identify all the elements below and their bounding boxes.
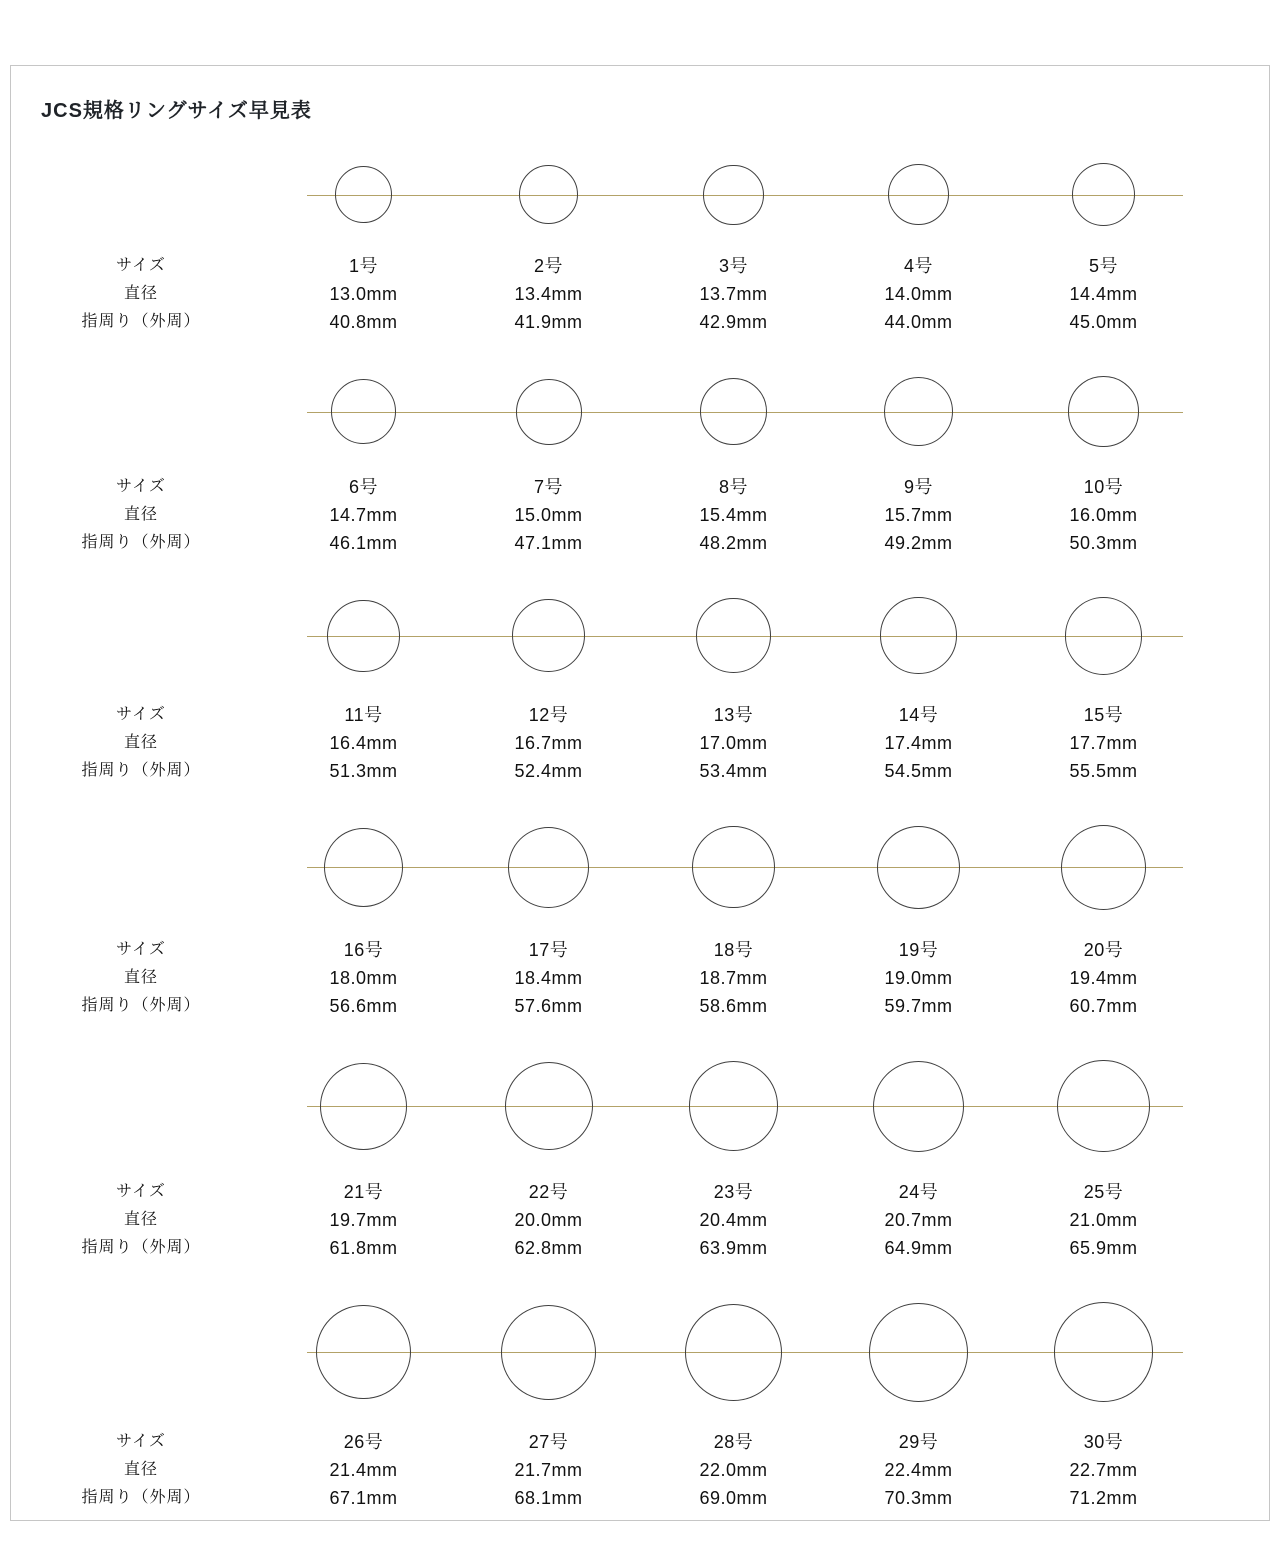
- label-row-diameter: [11, 501, 1269, 529]
- row-header-diameter: 直径: [123, 1461, 158, 1479]
- page-title: JCS規格リングサイズ早見表: [41, 100, 312, 122]
- ring-circle-cell: [456, 379, 641, 445]
- circumference-value: 44.0mm: [884, 312, 953, 333]
- diameter-value: 13.4mm: [514, 284, 583, 305]
- row-header-diameter: 直径: [123, 968, 158, 986]
- ring-circle-cell: [1011, 825, 1196, 910]
- circumference-value: 55.5mm: [1069, 760, 1138, 781]
- ring-circle: [888, 164, 950, 226]
- circumference-value: 47.1mm: [514, 532, 583, 553]
- circumference-value: 42.9mm: [699, 312, 768, 333]
- circumference-value: 56.6mm: [329, 995, 398, 1016]
- ring-circle-cell: [641, 1304, 826, 1401]
- label-row-circumference: [11, 757, 1269, 785]
- circle-strip: [11, 123, 1269, 252]
- size-value: 1号: [348, 256, 378, 277]
- diameter-value: 16.7mm: [514, 732, 583, 753]
- size-value: 17号: [528, 939, 569, 960]
- ring-circle: [1057, 1060, 1149, 1152]
- ring-circle-cell: [1011, 163, 1196, 226]
- row-header-size: サイズ: [116, 705, 166, 723]
- ring-circle-cell: [826, 597, 1011, 674]
- row-header-circumference: 指周り（外周）: [81, 1239, 201, 1257]
- ring-circle: [703, 165, 763, 225]
- ring-circle: [700, 378, 768, 446]
- row-header-circumference: 指周り（外周）: [81, 533, 201, 551]
- row-header-circumference: 指周り（外周）: [81, 761, 201, 779]
- ring-circle-cell: [456, 599, 641, 672]
- row-header-circumference: 指周り（外周）: [81, 996, 201, 1014]
- size-value: 29号: [898, 1432, 939, 1453]
- diameter-value: 17.7mm: [1069, 732, 1138, 753]
- ring-size-group: [11, 1020, 1269, 1262]
- ring-circle-cell: [826, 164, 1011, 226]
- circumference-value: 40.8mm: [329, 312, 398, 333]
- size-value: 2号: [533, 256, 563, 277]
- ring-circle: [884, 377, 953, 446]
- circle-strip: [11, 557, 1269, 701]
- ring-circle-cell: [456, 827, 641, 908]
- row-header-circumference: 指周り（外周）: [81, 1489, 201, 1507]
- ring-circle-cell: [826, 1061, 1011, 1152]
- ring-circle: [873, 1061, 964, 1152]
- ring-circle-cell: [641, 165, 826, 225]
- label-row-size: [11, 252, 1269, 280]
- diameter-value: 21.0mm: [1069, 1210, 1138, 1231]
- circumference-value: 62.8mm: [514, 1238, 583, 1259]
- ring-circle-cell: [641, 826, 826, 908]
- ring-circle-cell: [641, 378, 826, 446]
- diameter-value: 18.7mm: [699, 967, 768, 988]
- ring-circle-cell: [826, 377, 1011, 446]
- diameter-value: 20.7mm: [884, 1210, 953, 1231]
- diameter-value: 22.7mm: [1069, 1460, 1138, 1481]
- ring-circle: [512, 599, 585, 672]
- ring-size-group: [11, 557, 1269, 785]
- diameter-value: 16.0mm: [1069, 504, 1138, 525]
- label-row-diameter: [11, 1456, 1269, 1484]
- label-row-size: [11, 936, 1269, 964]
- ring-circle: [335, 166, 392, 223]
- size-value: 3号: [718, 256, 748, 277]
- ring-circle: [324, 828, 403, 907]
- ring-circle: [327, 600, 399, 672]
- size-value: 21号: [343, 1182, 384, 1203]
- size-value: 8号: [718, 476, 748, 497]
- size-value: 11号: [344, 704, 383, 725]
- ring-size-group: [11, 336, 1269, 556]
- ring-circle-cell: [271, 379, 456, 444]
- ring-circle: [692, 826, 774, 908]
- diameter-value: 19.0mm: [884, 967, 953, 988]
- label-row-circumference: [11, 1484, 1269, 1512]
- size-value: 30号: [1083, 1432, 1124, 1453]
- diameter-value: 20.4mm: [699, 1210, 768, 1231]
- row-header-diameter: 直径: [123, 1211, 158, 1229]
- ring-circle: [320, 1063, 407, 1150]
- row-header-diameter: 直径: [123, 733, 158, 751]
- ring-circle-cell: [271, 828, 456, 907]
- diameter-value: 22.4mm: [884, 1460, 953, 1481]
- diameter-value: 17.0mm: [699, 732, 768, 753]
- size-value: 28号: [713, 1432, 754, 1453]
- circumference-value: 58.6mm: [699, 995, 768, 1016]
- size-value: 24号: [898, 1182, 939, 1203]
- circumference-value: 70.3mm: [884, 1488, 953, 1509]
- ring-circle-cell: [456, 1062, 641, 1150]
- ring-circle: [1061, 825, 1146, 910]
- ring-circle: [1072, 163, 1135, 226]
- ring-circle-cell: [1011, 376, 1196, 446]
- diameter-value: 13.7mm: [699, 284, 768, 305]
- row-header-size: サイズ: [116, 1433, 166, 1451]
- size-value: 25号: [1083, 1182, 1124, 1203]
- ring-circle: [1054, 1302, 1154, 1402]
- label-row-circumference: [11, 308, 1269, 336]
- circumference-value: 71.2mm: [1069, 1488, 1138, 1509]
- ring-size-group: [11, 123, 1269, 336]
- ring-circle-cell: [1011, 597, 1196, 675]
- label-row-circumference: [11, 529, 1269, 557]
- ring-circle: [1065, 597, 1143, 675]
- size-value: 10号: [1083, 476, 1124, 497]
- circle-strip: [11, 1262, 1269, 1428]
- circumference-value: 64.9mm: [884, 1238, 953, 1259]
- ring-circle-cell: [1011, 1060, 1196, 1152]
- ring-circle: [1068, 376, 1138, 446]
- circumference-value: 67.1mm: [329, 1488, 398, 1509]
- size-value: 5号: [1088, 256, 1118, 277]
- ring-size-group: [11, 1262, 1269, 1512]
- size-groups: [11, 123, 1269, 1512]
- label-row-diameter: [11, 1206, 1269, 1234]
- diameter-value: 17.4mm: [884, 732, 953, 753]
- diameter-value: 20.0mm: [514, 1210, 583, 1231]
- circle-strip: [11, 785, 1269, 936]
- diameter-value: 19.7mm: [329, 1210, 398, 1231]
- label-row-size: [11, 1428, 1269, 1456]
- diameter-value: 18.4mm: [514, 967, 583, 988]
- ring-circle-cell: [271, 1063, 456, 1150]
- size-value: 6号: [348, 476, 378, 497]
- diameter-value: 13.0mm: [329, 284, 398, 305]
- ring-circle-cell: [1011, 1302, 1196, 1402]
- ring-circle: [516, 379, 582, 445]
- ring-circle-cell: [641, 598, 826, 673]
- size-value: 4号: [903, 256, 933, 277]
- diameter-value: 15.7mm: [884, 504, 953, 525]
- circumference-value: 68.1mm: [514, 1488, 583, 1509]
- label-row-diameter: [11, 729, 1269, 757]
- diameter-value: 18.0mm: [329, 967, 398, 988]
- ring-size-group: [11, 785, 1269, 1020]
- size-value: 7号: [533, 476, 563, 497]
- ring-circle: [519, 165, 578, 224]
- ring-circle: [880, 597, 957, 674]
- ring-circle-cell: [641, 1061, 826, 1151]
- size-value: 14号: [898, 704, 939, 725]
- diameter-value: 14.0mm: [884, 284, 953, 305]
- row-header-diameter: 直径: [123, 285, 158, 303]
- row-header-size: サイズ: [116, 257, 166, 275]
- size-value: 23号: [713, 1182, 754, 1203]
- diameter-value: 14.4mm: [1069, 284, 1138, 305]
- ring-circle-cell: [456, 1305, 641, 1400]
- size-value: 22号: [528, 1182, 569, 1203]
- diameter-value: 21.4mm: [329, 1460, 398, 1481]
- circle-strip: [11, 1020, 1269, 1178]
- diameter-value: 21.7mm: [514, 1460, 583, 1481]
- diameter-value: 14.7mm: [329, 504, 398, 525]
- size-value: 16号: [343, 939, 384, 960]
- circumference-value: 57.6mm: [514, 995, 583, 1016]
- circumference-value: 52.4mm: [514, 760, 583, 781]
- label-row-circumference: [11, 992, 1269, 1020]
- ring-circle: [316, 1305, 410, 1399]
- row-header-circumference: 指周り（外周）: [81, 313, 201, 331]
- ring-circle: [508, 827, 589, 908]
- size-value: 15号: [1083, 704, 1124, 725]
- circumference-value: 65.9mm: [1069, 1238, 1138, 1259]
- circumference-value: 41.9mm: [514, 312, 583, 333]
- size-value: 20号: [1083, 939, 1124, 960]
- circumference-value: 54.5mm: [884, 760, 953, 781]
- ring-circle-cell: [826, 1303, 1011, 1402]
- ring-circle: [696, 598, 771, 673]
- diameter-value: 22.0mm: [699, 1460, 768, 1481]
- size-value: 27号: [528, 1432, 569, 1453]
- ring-circle-cell: [271, 1305, 456, 1399]
- ring-circle: [331, 379, 396, 444]
- circumference-value: 48.2mm: [699, 532, 768, 553]
- ring-circle: [869, 1303, 968, 1402]
- size-value: 19号: [898, 939, 939, 960]
- diameter-value: 19.4mm: [1069, 967, 1138, 988]
- row-header-diameter: 直径: [123, 505, 158, 523]
- row-header-size: サイズ: [116, 940, 166, 958]
- row-header-size: サイズ: [116, 477, 166, 495]
- label-row-size: [11, 1178, 1269, 1206]
- ring-circle-cell: [271, 600, 456, 672]
- circumference-value: 50.3mm: [1069, 532, 1138, 553]
- diameter-value: 16.4mm: [329, 732, 398, 753]
- diameter-value: 15.0mm: [514, 504, 583, 525]
- size-value: 13号: [713, 704, 754, 725]
- label-row-size: [11, 701, 1269, 729]
- circumference-value: 61.8mm: [329, 1238, 398, 1259]
- circumference-value: 51.3mm: [329, 760, 398, 781]
- size-value: 26号: [343, 1432, 384, 1453]
- ring-circle: [685, 1304, 782, 1401]
- circumference-value: 45.0mm: [1069, 312, 1138, 333]
- circumference-value: 59.7mm: [884, 995, 953, 1016]
- ring-circle-cell: [826, 826, 1011, 910]
- ring-circle: [505, 1062, 593, 1150]
- size-value: 9号: [903, 476, 933, 497]
- circle-strip: [11, 336, 1269, 472]
- circumference-value: 60.7mm: [1069, 995, 1138, 1016]
- circumference-value: 49.2mm: [884, 532, 953, 553]
- label-row-circumference: [11, 1234, 1269, 1262]
- circumference-value: 53.4mm: [699, 760, 768, 781]
- circumference-value: 69.0mm: [699, 1488, 768, 1509]
- circumference-value: 46.1mm: [329, 532, 398, 553]
- label-row-diameter: [11, 280, 1269, 308]
- ring-circle: [501, 1305, 596, 1400]
- size-value: 12号: [528, 704, 569, 725]
- ring-circle-cell: [456, 165, 641, 224]
- label-row-size: [11, 473, 1269, 501]
- chart-frame: [10, 65, 1270, 1521]
- ring-circle: [877, 826, 961, 910]
- ring-circle-cell: [271, 166, 456, 223]
- label-row-diameter: [11, 964, 1269, 992]
- ring-circle: [689, 1061, 779, 1151]
- diameter-value: 15.4mm: [699, 504, 768, 525]
- row-header-size: サイズ: [116, 1183, 166, 1201]
- size-value: 18号: [713, 939, 754, 960]
- circumference-value: 63.9mm: [699, 1238, 768, 1259]
